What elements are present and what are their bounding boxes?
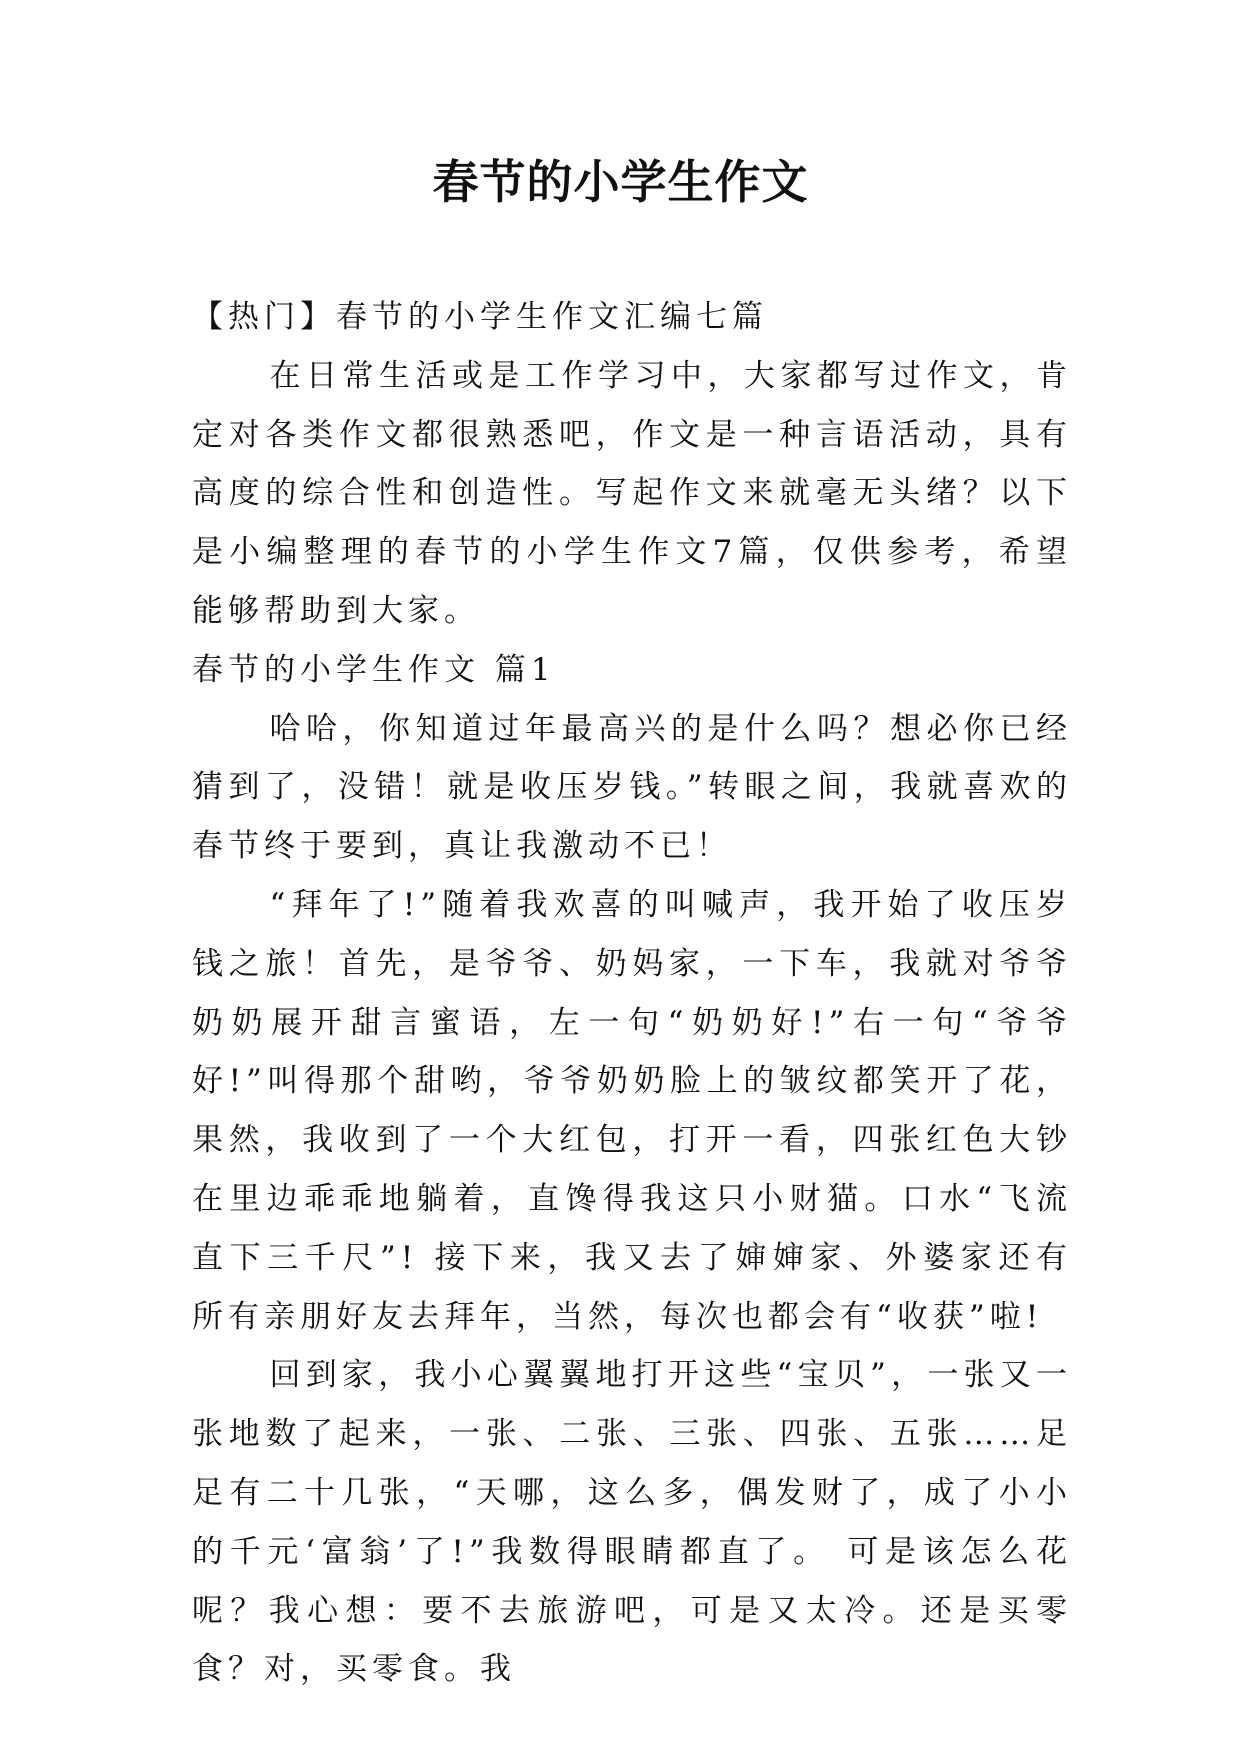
intro-paragraph: 在日常生活或是工作学习中，大家都写过作文，肯定对各类作文都很熟悉吧，作文是一种言语活动，具有高度的综合性和创造性。写起作文来就毫无头绪？以下是小编整理的春节的小学生作文7篇，仅供参考，希望能够帮助到大家。 bbox=[192, 357, 1072, 629]
subtitle: 【热门】春节的小学生作文汇编七篇 bbox=[192, 299, 768, 335]
paragraph-2: “拜年了!”随着我欢喜的叫喊声，我开始了收压岁钱之旅！首先，是爷爷、奶妈家，一下车，我就对爷爷奶奶展开甜言蜜语，左一句“奶奶好!”右一句“爷爷好!”叫得那个甜哟，爷爷奶奶脸上的皱纹都笑开了花，果然，我收到了一个大红包，打开一看，四张红色大钞在里边乖乖地躺着，直馋得我这只小财猫。口水“飞流直下三千尺”! 接下来，我又去了婶婶家、外婆家还有所有亲朋好友去拜年，当然，每次也都会有“收获”啦! bbox=[192, 886, 1072, 1335]
document-body bbox=[192, 288, 1072, 1699]
paragraph-3: 回到家，我小心翼翼地打开这些“宝贝”，一张又一张地数了起来，一张、二张、三张、四张、五张……足足有二十几张，“天哪，这么多，偶发财了，成了小小的千元‘富翁’了!”我数得眼睛都直了。 可是该怎么花呢？我心想：要不去旅游吧，可是又太冷。还是买零食？对，买零食。我 bbox=[192, 1357, 1072, 1688]
paragraph-1: 哈哈，你知道过年最高兴的是什么吗？想必你已经猜到了，没错！就是收压岁钱。”转眼之间，我就喜欢的春节终于要到，真让我激动不已！ bbox=[192, 710, 1072, 865]
page-title: 春节的小学生作文 bbox=[432, 155, 809, 209]
section-heading: 春节的小学生作文 篇1 bbox=[192, 651, 556, 688]
